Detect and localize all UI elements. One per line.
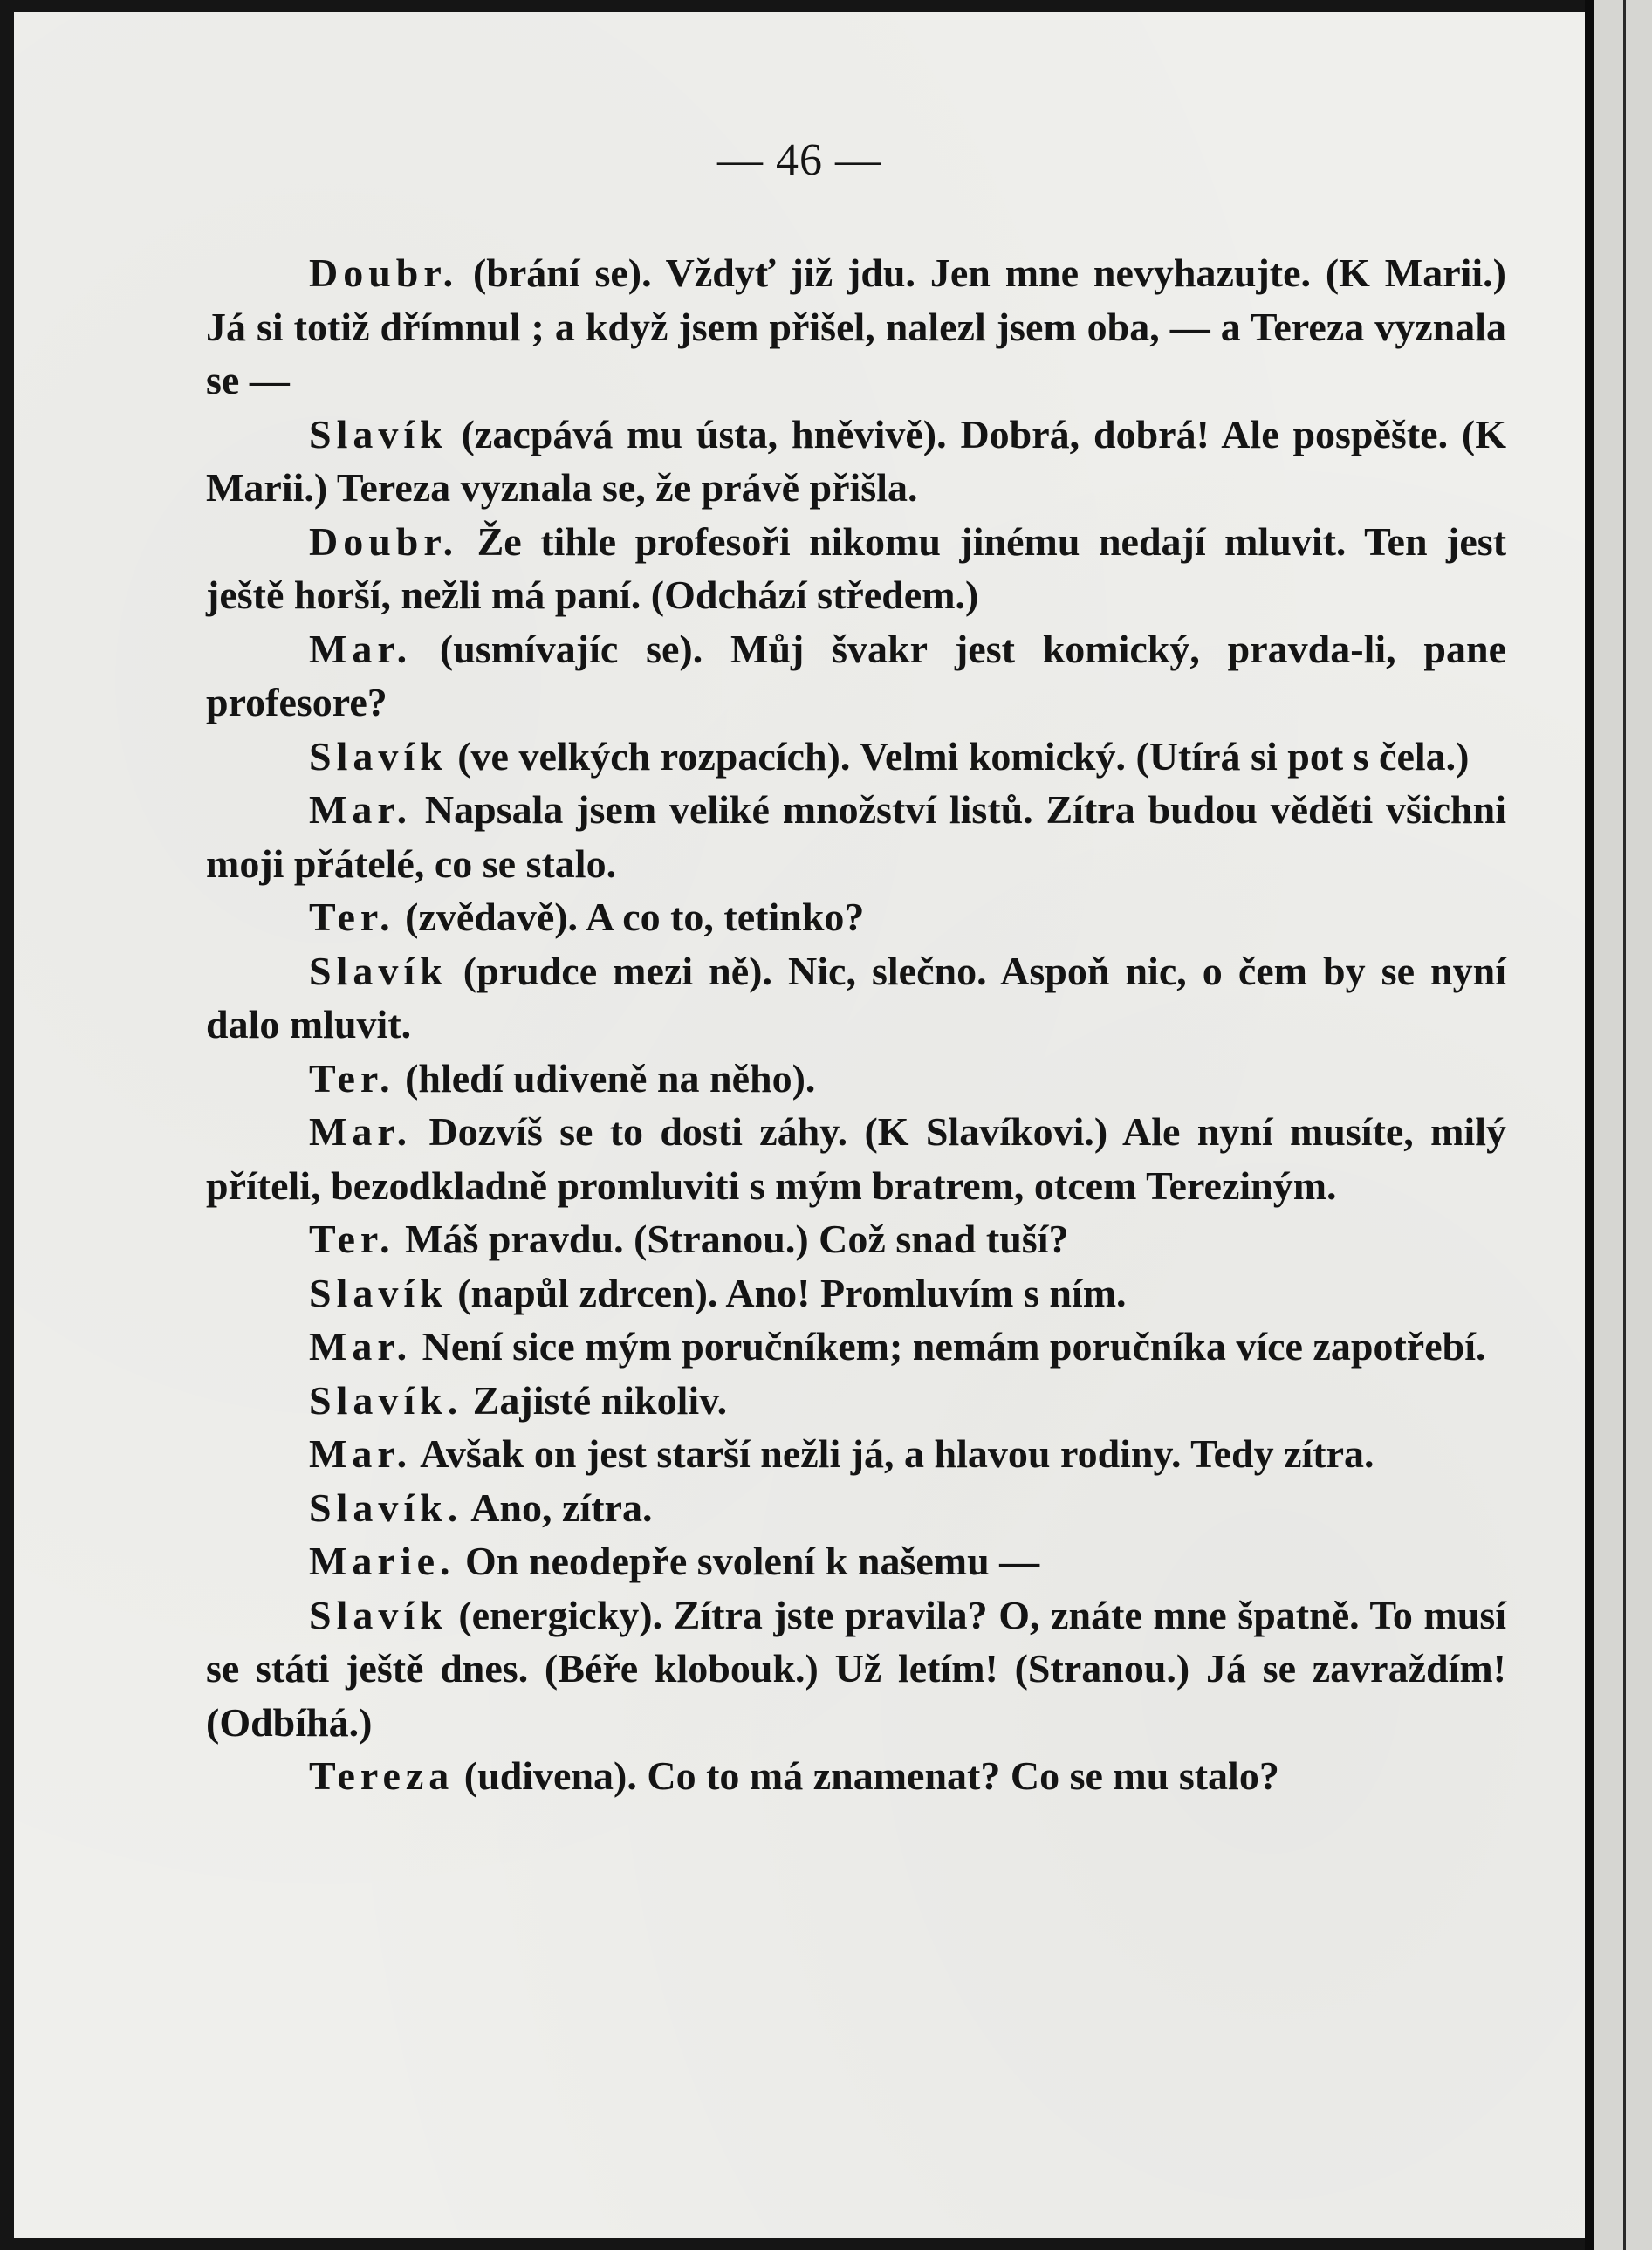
speaker-name: Ter. xyxy=(309,895,395,939)
dialogue-line: (zacpává mu ústa, hněvivě). Dobrá, dobrá! Ale pospěšte. (K Marii.) Tereza vyznala se, že právě přišla. xyxy=(206,411,1507,510)
dialogue-paragraph xyxy=(206,1266,1506,1321)
speaker-name: Slavík. xyxy=(309,1485,463,1530)
speaker-name: Slavík xyxy=(309,1592,448,1637)
dialogue-line: (ve velkých rozpacích). Velmi komický. (Utírá si pot s čela.) xyxy=(457,733,1470,779)
speaker-name: Mar. xyxy=(309,787,413,832)
dialogue-paragraph xyxy=(206,515,1506,622)
dialogue-paragraph xyxy=(206,246,1506,408)
dialogue-line: (napůl zdrcen). Ano! Promluvím s ním. xyxy=(457,1270,1127,1315)
speaker-name: Mar. xyxy=(309,1431,413,1476)
dialogue-paragraph xyxy=(206,408,1506,515)
dialogue-line: (brání se). Vždyť již jdu. Jen mne nevyhazujte. (K Marii.) Já si totiž dřímnul ; a když jsem přišel, nalezl jsem oba, — a Tereza vyznala se — xyxy=(206,250,1507,402)
speaker-name: Slavík xyxy=(309,948,448,993)
book-page xyxy=(14,12,1585,2238)
dialogue-line: On neodepře svolení k našemu — xyxy=(465,1539,1040,1583)
speaker-name: Marie. xyxy=(309,1539,456,1583)
dialogue-line: Dozvíš se to dosti záhy. (K Slavíkovi.) Ale nyní musíte, milý příteli, bezodkladně promluviti s mým bratrem, otcem Tereziným. xyxy=(206,1109,1506,1208)
dialogue-paragraph xyxy=(206,1052,1506,1106)
dialogue-line: Zajisté nikoliv. xyxy=(472,1377,728,1423)
dialogue-paragraph xyxy=(206,1588,1506,1750)
speaker-name: Ter. xyxy=(309,1055,395,1101)
dialogue-line: Že tihle profesoři nikomu jinému nedají mluvit. Ten jest ještě horší, nežli má paní. (Odchází středem.) xyxy=(206,518,1507,617)
dialogue-line: (prudce mezi ně). Nic, slečno. Aspoň nic, o čem by se nyní dalo mluvit. xyxy=(206,948,1506,1046)
speaker-name: Slavík xyxy=(309,1270,448,1315)
dialogue-line: (zvědavě). A co to, tetinko? xyxy=(405,895,865,939)
dialogue-paragraph xyxy=(206,944,1506,1052)
dialogue-paragraph xyxy=(206,1374,1506,1428)
speaker-name: Doubr. xyxy=(309,250,459,295)
dialogue-line: Není sice mým poručníkem; nemám poručníka více zapotřebí. xyxy=(422,1324,1486,1369)
dialogue-paragraph xyxy=(206,890,1506,944)
dialogue-line: (hledí udiveně na něho). xyxy=(405,1055,816,1101)
dialogue-line: Avšak on jest starší nežli já, a hlavou rodiny. Tedy zítra. xyxy=(420,1431,1374,1476)
dialogue-line: (udivena). Co to má znamenat? Co se mu stalo? xyxy=(463,1753,1279,1798)
dialogue-paragraph xyxy=(206,783,1506,890)
speaker-name: Doubr. xyxy=(309,518,459,564)
dialogue-line: Ano, zítra. xyxy=(470,1485,653,1530)
speaker-name: Mar. xyxy=(309,1324,413,1369)
dialogue-paragraph xyxy=(206,1427,1506,1481)
speaker-name: Mar. xyxy=(309,1109,413,1154)
dialogue-line: Napsala jsem veliké množství listů. Zítra budou věděti všichni moji přátelé, co se stalo. xyxy=(206,787,1506,886)
dialogue-paragraph xyxy=(206,1481,1506,1535)
speaker-name: Slavík xyxy=(309,733,448,779)
page-number: — 46 — xyxy=(717,135,881,185)
dialogue-line: (energicky). Zítra jste pravila? O, znáte mne špatně. To musí se státi ještě dnes. (Béře klobouk.) Už letím! (Stranou.) Já se zavraždím! (Odbíhá.) xyxy=(206,1592,1507,1745)
scanner-edge-line xyxy=(1623,0,1626,2250)
dialogue-paragraph xyxy=(206,1212,1506,1266)
dialogue-paragraph xyxy=(206,622,1506,730)
dialogue-line: (usmívajíc se). Můj švakr jest komický, pravda-li, pane profesore? xyxy=(206,626,1506,724)
speaker-name: Slavík xyxy=(309,411,448,456)
speaker-name: Tereza xyxy=(309,1753,455,1798)
dialogue-line: Máš pravdu. (Stranou.) Což snad tuší? xyxy=(405,1217,1069,1261)
dialogue-paragraph xyxy=(206,730,1506,784)
dialogue-text xyxy=(206,246,1506,1803)
dialogue-paragraph xyxy=(206,1749,1506,1803)
speaker-name: Ter. xyxy=(309,1217,395,1261)
speaker-name: Slavík. xyxy=(309,1377,463,1423)
dialogue-paragraph xyxy=(206,1320,1506,1374)
speaker-name: Mar. xyxy=(309,626,413,671)
scanner-edge-strip xyxy=(1585,0,1652,2250)
dialogue-paragraph xyxy=(206,1105,1506,1212)
dialogue-paragraph xyxy=(206,1534,1506,1588)
